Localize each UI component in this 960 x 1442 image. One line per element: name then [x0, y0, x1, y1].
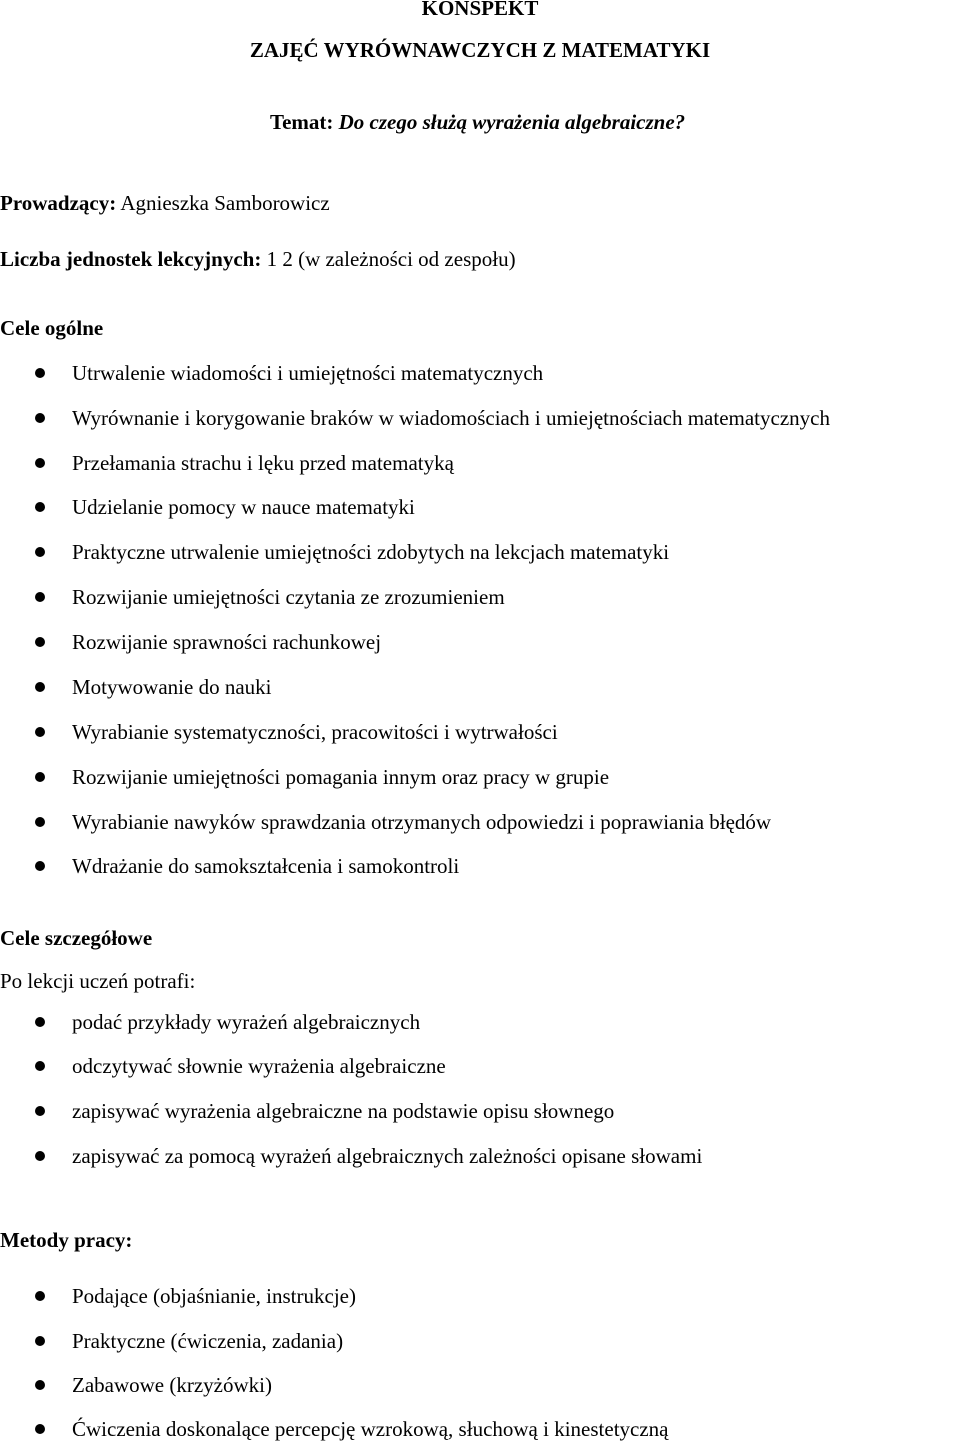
teacher-label: Prowadzący: [0, 191, 117, 215]
bullet-icon [35, 1151, 45, 1161]
bullet-icon [35, 1424, 45, 1434]
bullet-icon [35, 1380, 45, 1390]
document-subtitle: ZAJĘĆ WYRÓWNAWCZYCH Z MATEMATYKI [249, 38, 711, 62]
general-goals-heading: Cele ogólne [0, 316, 104, 340]
bullet-icon [35, 1106, 45, 1116]
bullet-icon [35, 861, 45, 871]
bullet-icon [35, 727, 45, 737]
bullet-icon [35, 1061, 45, 1071]
bullet-icon [35, 1291, 45, 1301]
detailed-goals-heading: Cele szczegółowe [0, 926, 153, 950]
topic-value: Do czego służą wyrażenia algebraiczne? [338, 110, 686, 134]
bullet-icon [35, 772, 45, 782]
bullet-icon [35, 637, 45, 647]
teacher-line [0, 191, 330, 215]
bullet-icon [35, 502, 45, 512]
document-title: KONSPEKT [421, 0, 539, 20]
bullet-icon [35, 682, 45, 692]
units-line [0, 247, 516, 271]
bullet-icon [35, 413, 45, 423]
bullet-icon [35, 547, 45, 557]
bullet-icon [35, 458, 45, 468]
units-value: 1 2 (w zależności od zespołu) [266, 247, 516, 271]
bullet-icon [35, 817, 45, 827]
methods-heading: Metody pracy: [0, 1228, 133, 1252]
bullet-icon [35, 368, 45, 378]
detailed-goals-intro: Po lekcji uczeń potrafi: [0, 969, 196, 993]
topic-line [270, 110, 685, 134]
bullet-icon [35, 1336, 45, 1346]
bullet-icon [35, 1017, 45, 1027]
bullet-icon [35, 592, 45, 602]
teacher-value: Agnieszka Samborowicz [120, 191, 330, 215]
topic-label: Temat: [270, 110, 334, 134]
units-label: Liczba jednostek lekcyjnych: [0, 247, 262, 271]
